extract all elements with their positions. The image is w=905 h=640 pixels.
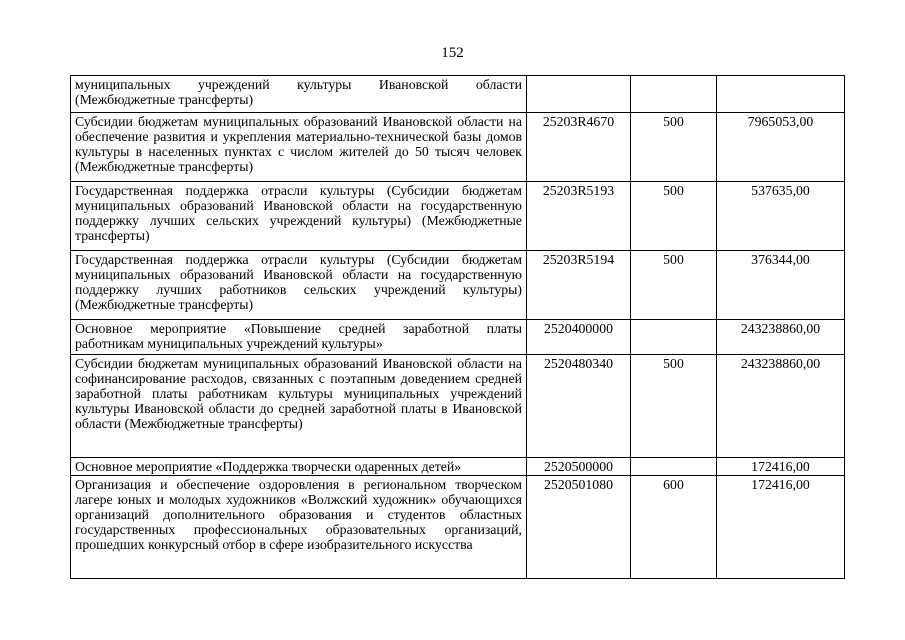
row-expense-type	[631, 76, 717, 113]
row-expense-type: 500	[631, 182, 717, 251]
row-amount: 7965053,00	[717, 113, 845, 182]
row-name: Организация и обеспечение оздоровления в региональном творческом лагере юных и молодых художников «Волжский художник» обучающихся организаций дополнительного образования и студентов областных государственных профессиональных образовательных организаций, прошедших конкурсный отбор в сфере изобразительного искусства	[71, 476, 527, 579]
row-amount: 243238860,00	[717, 320, 845, 355]
table-row	[71, 251, 845, 320]
row-name: Основное мероприятие «Поддержка творчески одаренных детей»	[71, 458, 527, 476]
budget-table	[70, 75, 845, 579]
row-amount: 376344,00	[717, 251, 845, 320]
row-amount: 243238860,00	[717, 355, 845, 458]
row-target-code: 2520501080	[527, 476, 631, 579]
row-target-code: 2520400000	[527, 320, 631, 355]
table-row	[71, 355, 845, 458]
table-row	[71, 458, 845, 476]
row-expense-type: 500	[631, 355, 717, 458]
table-row	[71, 182, 845, 251]
row-target-code	[527, 76, 631, 113]
row-expense-type	[631, 458, 717, 476]
row-amount	[717, 76, 845, 113]
row-target-code: 25203R5193	[527, 182, 631, 251]
row-name: Субсидии бюджетам муниципальных образований Ивановской области на обеспечение развития и укрепления материально-технической базы домов культуры в населенных пунктах с числом жителей до 50 тысяч человек (Межбюджетные трансферты)	[71, 113, 527, 182]
table-row	[71, 113, 845, 182]
row-expense-type: 500	[631, 251, 717, 320]
row-name: Субсидии бюджетам муниципальных образований Ивановской области на софинансирование расходов, связанных с поэтапным доведением средней заработной платы работникам культуры муниципальных учреждений культуры Ивановской области до средней заработной платы в Ивановской области (Межбюджетные трансферты)	[71, 355, 527, 458]
table-row	[71, 320, 845, 355]
row-target-code: 2520480340	[527, 355, 631, 458]
row-name: Основное мероприятие «Повышение средней заработной платы работникам муниципальных учреждений культуры»	[71, 320, 527, 355]
table-row	[71, 76, 845, 113]
row-expense-type: 500	[631, 113, 717, 182]
row-amount: 172416,00	[717, 476, 845, 579]
row-amount: 172416,00	[717, 458, 845, 476]
row-name: Государственная поддержка отрасли культуры (Субсидии бюджетам муниципальных образований Ивановской области на государственную поддержку лучших сельских учреждений культуры) (Межбюджетные трансферты)	[71, 182, 527, 251]
page-number: 152	[441, 45, 464, 61]
row-amount: 537635,00	[717, 182, 845, 251]
row-name: Государственная поддержка отрасли культуры (Субсидии бюджетам муниципальных образований Ивановской области на государственную поддержку лучших работников сельских учреждений культуры) (Межбюджетные трансферты)	[71, 251, 527, 320]
row-expense-type: 600	[631, 476, 717, 579]
row-name: муниципальных учреждений культуры Ивановской области (Межбюджетные трансферты)	[71, 76, 527, 113]
row-expense-type	[631, 320, 717, 355]
row-target-code: 2520500000	[527, 458, 631, 476]
row-target-code: 25203R5194	[527, 251, 631, 320]
row-target-code: 25203R4670	[527, 113, 631, 182]
table-row	[71, 476, 845, 579]
